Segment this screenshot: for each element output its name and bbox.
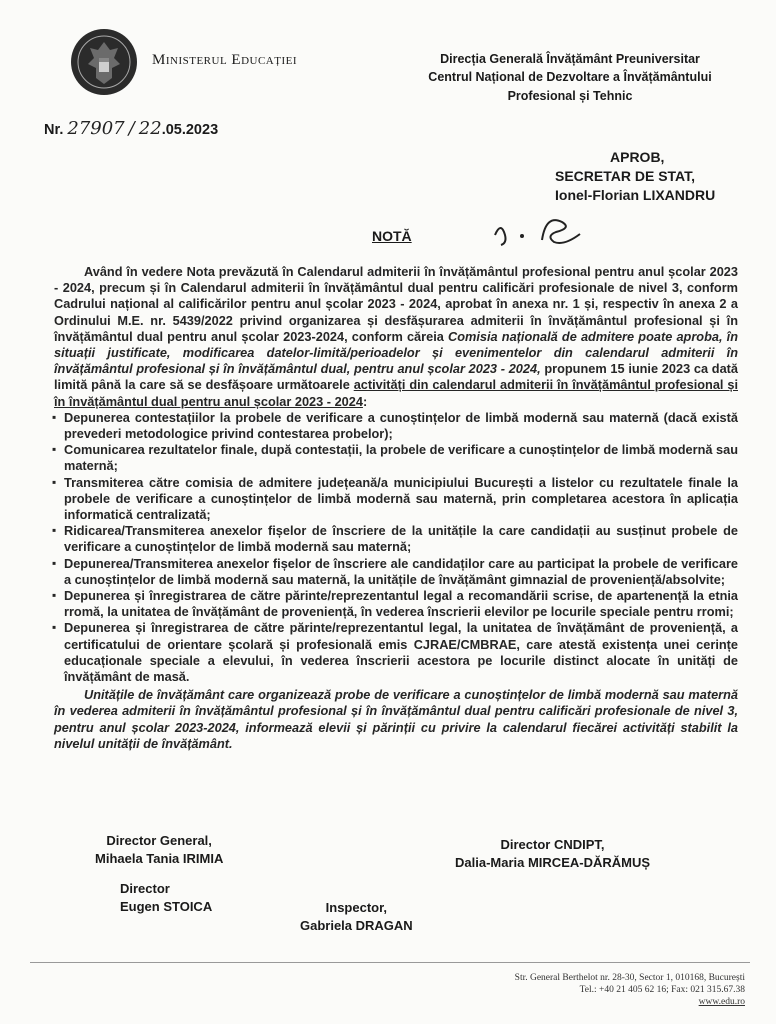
approval-role: SECRETAR DE STAT,	[555, 168, 696, 184]
approval-block	[555, 148, 715, 205]
registration-day: 22	[138, 118, 162, 139]
center-name: Centrul Național de Dezvoltare a Învățământului	[428, 70, 712, 84]
director-general-signature-block	[95, 832, 223, 868]
inspector-signature-block	[300, 899, 413, 935]
list-item: ▪ Comunicarea rezultatelor finale, după contestații, la probele de verificare a cunoștințelor de limbă modernă sau maternă;	[64, 442, 738, 474]
director-general-name: Mihaela Tania IRIMIA	[95, 851, 224, 866]
director-name: Eugen STOICA	[120, 899, 213, 914]
list-item: ▪ Depunerea/Transmiterea anexelor fișelor de înscriere ale candidaților care au participat la probele de verificare a cunoștințelor de limbă modernă sau maternă, la unitățile de învățământ gimnazial de proveniență/absolvite;	[64, 556, 738, 588]
footer-contact	[455, 972, 745, 1008]
list-item: ▪ Depunerea contestațiilor la probele de verificare a cunoștințelor de limbă modernă sau maternă (dacă există prevederi metodologice privind contestarea probelor);	[64, 410, 738, 442]
approval-signature	[490, 210, 590, 250]
intro-text: Având în vedere Nota prevăzută în Calendarul admiterii în învățământul profesional pentru anul școlar 2023 - 2024, precum și în Calendarul admiterii în învățământul dual pentru calificări profesionale de nivel 3, conform Cadrului național al calificărilor pentru anul școlar 2023 - 2024, aprobat în anexa nr. 1 și, respectiv în anexa 2 a Ordinului M.E. nr. 5439/2022 privind organizarea și desfășurarea admiterii în învățământul profesional și în învățământul dual pentru anul școlar 2023-2024, conform căreia	[54, 264, 738, 344]
approval-name: Ionel-Florian LIXANDRU	[555, 187, 716, 203]
inspector-title: Inspector,	[325, 900, 388, 915]
intro-italic-quote: Comisia națională de admitere poate aproba, în situații justificate, modificarea datelor-limită/perioadelor și evenimentelor din calendarul admiterii în învățământul profesional și în învățământul dual, pentru anul școlar 2023 - 2024,	[54, 328, 738, 377]
activities-list	[64, 410, 738, 685]
registration-prefix: Nr.	[44, 122, 64, 138]
footer-website: www.edu.ro	[698, 997, 745, 1007]
list-item: ▪ Ridicarea/Transmiterea anexelor fișelor de înscriere de la unitățile la care candidații au susținut probele de verificare a cunoștințelor de limbă modernă sau maternă;	[64, 523, 738, 555]
note-title: NOTĂ	[372, 228, 412, 244]
director-signature-block	[120, 880, 212, 916]
intro-colon: :	[362, 393, 368, 409]
inspector-name: Gabriela DRAGAN	[300, 918, 413, 933]
activities-heading: activități din calendarul admiterii în învățământul profesional și în învățământul dual pentru anul școlar 2023 - 2024	[54, 377, 738, 409]
registration-number	[44, 118, 218, 139]
footer-phone: Tel.: +40 21 405 62 16; Fax: 021 315.67.38	[579, 985, 745, 995]
directorate-name: Direcția Generală Învățământ Preuniversitar	[440, 52, 700, 66]
ministry-name: Ministerul Educației	[152, 52, 298, 68]
list-item: ▪ Depunerea și înregistrarea de către părinte/reprezentantul legal, la unitatea de învățământ de proveniență, a certificatului de orientare școlară și profesională emis CJRAE/CMBRAE, care atestă existența unei cerințe educaționale speciale a elevului, în vederea înscrierii acestora pe locurile distinct alocate în unități de învățământ de masă.	[64, 620, 738, 685]
cndipt-director-signature-block	[455, 836, 650, 872]
list-item: ▪ Transmiterea către comisia de admitere județeană/a municipiului București a listelor cu rezultatele finale la probele de verificare a cunoștințelor de limbă modernă sau maternă, prin completarea acestora în aplicația informatică centralizată;	[64, 475, 738, 524]
cndipt-director-title: Director CNDIPT,	[500, 837, 605, 852]
intro-proposal: propunem 15 iunie 2023 ca dată limită până la care să se desfășoare următoarele	[54, 361, 738, 393]
cndipt-director-name: Dalia-Maria MIRCEA-DĂRĂMUȘ	[455, 855, 651, 870]
closing-paragraph: Unitățile de învățământ care organizează probe de verificare a cunoștințelor de limbă modernă sau maternă în vederea admiterii în învățământul profesional și în învățământul dual pentru calificări profesionale de nivel 3, pentru anul școlar 2023-2024, informează elevii și părinții cu privire la calendarul fiecărei activități stabilit la nivelul unității de învățământ.	[54, 687, 738, 751]
registration-separator: /	[128, 118, 135, 139]
footer-divider	[30, 962, 750, 963]
list-item: ▪ Depunerea și înregistrarea de către părinte/reprezentantul legal a recomandării scrise, de apartenență la etnia rromă, la unitatea de învățământ de proveniență, în vederea înscrierii elevilor pe locurile speciale pentru rromi;	[64, 588, 738, 620]
center-name-line2: Profesional și Tehnic	[507, 89, 633, 103]
coat-of-arms-emblem	[70, 28, 138, 96]
registration-handwritten-number: 27907	[67, 118, 125, 139]
director-title: Director	[120, 881, 170, 896]
approval-label: APROB,	[610, 149, 665, 165]
director-general-title: Director General,	[106, 833, 212, 848]
registration-date: .05.2023	[161, 122, 219, 138]
note-body	[54, 264, 738, 752]
footer-address: Str. General Berthelot nr. 28-30, Sector 1, 010168, București	[514, 973, 745, 983]
intro-paragraph	[54, 264, 738, 410]
